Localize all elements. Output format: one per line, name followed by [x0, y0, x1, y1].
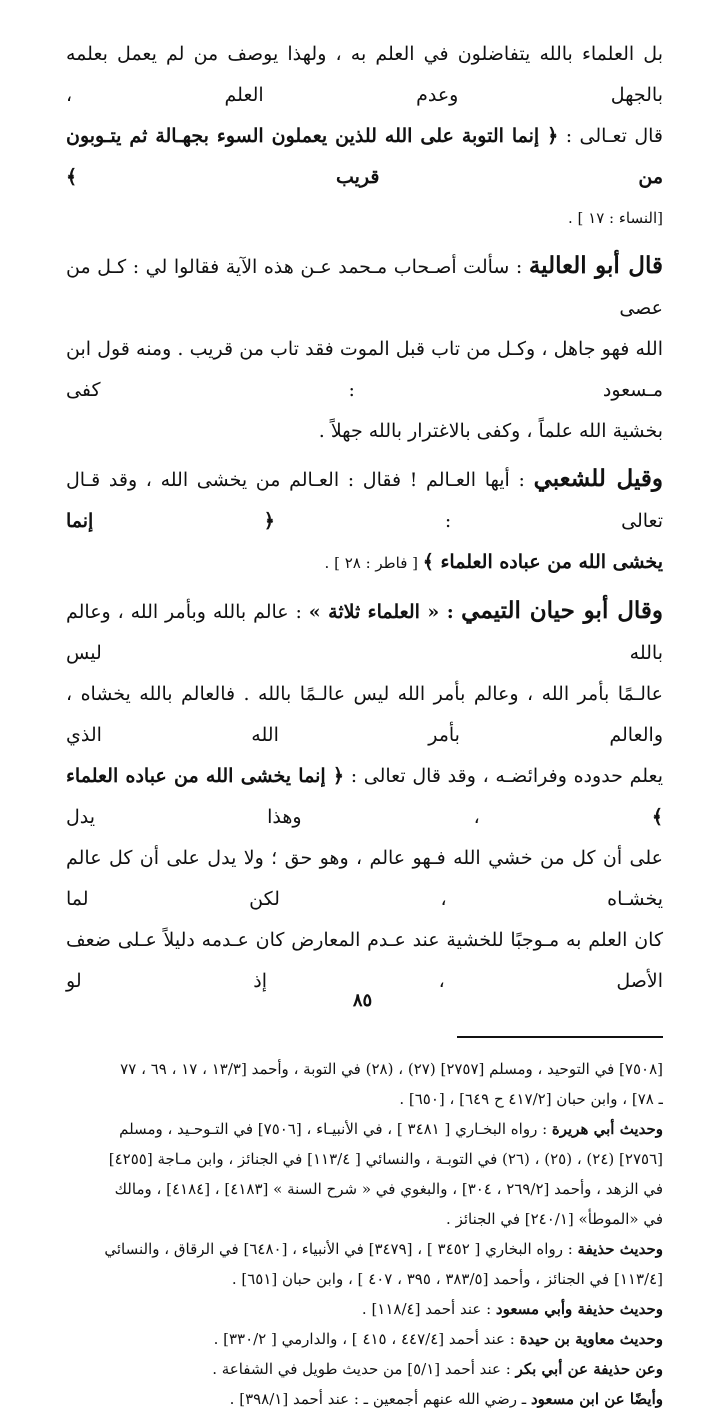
footnote-line — [66, 1114, 663, 1144]
quran-quote: ﴿ إنما التوبة على الله للذين يعملون السوء بجهـالة ثم يتـوبون من قريب ﴾ — [66, 125, 663, 188]
footnote-line: [٢٧٥٦] (٢٤) ، (٢٥) ، (٢٦) في التوبـة ، والنسائي [ ١١٣/٤] في الجنائز ، وابن مـاجة [٤٢٥٥] — [108, 1150, 663, 1168]
text-line: بل العلماء بالله يتفاضلون في العلم به ، ولهذا يوصف من لم يعمل بعلمه بالجهل وعدم العلم ، — [66, 43, 663, 106]
footnote-text: : عند أحمد [٥/١] من حديث طويل في الشفاعة . — [212, 1360, 516, 1378]
text-line — [66, 116, 663, 198]
footnote-line — [66, 1054, 663, 1084]
text-segment: : سألت أصـحاب مـحمد عـن هذه الآية فقالوا لي : كـل من عصى — [66, 256, 663, 319]
footnote-line: في الزهد ، وأحمد [٢٦٩/٢ ، ٣٠٤] ، والبغوي في « شرح السنة » [٤١٨٣] ، [٤١٨٤] ، ومالك — [114, 1180, 663, 1198]
footnote-line — [66, 1354, 663, 1384]
footnote-line: ـ ٧٨] ، وابن حبان [٤١٧/٢ ح ٦٤٩] ، [٦٥٠] . — [399, 1090, 663, 1108]
text-line — [66, 542, 663, 584]
text-line: عالـمًا بأمر الله ، وعالم بأمر الله ليس عالـمًا بالله . فالعالم بالله يخشاه ، والعالم بأمر الله الذي — [66, 683, 663, 746]
footnote-text: : عند أحمد [١١٨/٤] . — [361, 1300, 496, 1318]
hadith-source: وحديث حذيفة وأبي مسعود — [495, 1300, 663, 1318]
footnote-line — [66, 1324, 663, 1354]
text-segment: ، وهذا يدل — [66, 806, 652, 828]
text-line — [66, 245, 663, 329]
text-segment: يعلم حدوده وفرائضـه ، وقد قال تعالى : — [344, 765, 663, 787]
text-segment: : أيها العـالم ! فقال : العـالم من يخشى الله ، وقد قـال تعالى : — [66, 469, 663, 532]
hadith-source: وحديث أبي هريرة — [551, 1120, 663, 1138]
text-line: بخشية الله علماً ، وكفى بالاغترار بالله جهلاً . — [318, 420, 663, 442]
footnote-text: : رواه البخـاري [ ٣٤٨١ ] ، في الأنبيـاء ، [٧٥٠٦] في التـوحـيد ، ومسلم — [119, 1120, 552, 1138]
hadith-source: وحديث حذيفة — [577, 1240, 663, 1258]
text-segment: قال تعـالى : — [558, 125, 663, 147]
verse-reference: [النساء : ١٧ ] . — [568, 209, 663, 227]
text-line: على أن كل من خشي الله فـهو عالم ، وهو حق ؛ ولا يدل على أن كل عالم يخشـاه ، لكن لما — [66, 847, 663, 910]
footnote-text: [٧٥٠٨] في التوحيد ، ومسلم [٢٧٥٧] (٢٧) ، (٢٨) في التوبة ، وأحمد [١٣/٣ ، ١٧ ، ٦٩ ، ٧٧ — [120, 1060, 663, 1078]
text-line — [66, 458, 663, 542]
hadith-source: وعن حذيفة عن أبي بكر — [515, 1360, 663, 1378]
text-line — [66, 756, 663, 838]
quran-quote: ﴿ إنما — [66, 510, 275, 532]
section-heading: وقيل للشعبي — [533, 465, 663, 492]
footnote-line: في «الموطأ» [٢٤٠/١] في الجنائز . — [446, 1210, 663, 1228]
footnote-line: [١١٣/٤] في الجنائز ، وأحمد [٣٨٣/٥ ، ٣٩٥ ، ٤٠٧ ] ، وابن حبان [٦٥١] . — [231, 1270, 663, 1288]
footnote-line — [66, 1294, 663, 1324]
footnote-text: ـ رضي الله عنهم أجمعين ـ : عند أحمد [٣٩٨/١] . — [229, 1390, 531, 1408]
quran-quote: يخشى الله من عباده العلماء ﴾ — [422, 551, 663, 573]
footnote-text: : رواه البخاري [ ٣٤٥٢ ] ، [٣٤٧٩] في الأنبياء ، [٦٤٨٠] في الرقاق ، والنسائي — [104, 1240, 578, 1258]
text-line: كان العلم به مـوجبًا للخشية عند عـدم المعارض كان عـدمه دليلاً عـلى ضعف الأصل ، إذ لو — [66, 929, 663, 992]
text-line — [66, 590, 663, 674]
footnote-line — [66, 1384, 663, 1414]
quran-quote: ﴿ إنما يخشى الله من عباده العلماء ﴾ — [66, 765, 663, 828]
verse-reference: [ فاطر : ٢٨ ] . — [324, 554, 423, 572]
section-heading: قال أبو العالية — [528, 252, 664, 279]
footnote-text: : عند أحمد [٤٤٧/٤ ، ٤١٥ ] ، والدارمي [ ٣٣٠/٢] . — [213, 1330, 520, 1348]
page-number: ٨٥ — [352, 990, 373, 1011]
bold-phrase: : « العلماء ثلاثة » — [308, 601, 462, 623]
text-segment: : عالم بالله وبأمر الله ، وعالم بالله ليس — [66, 601, 663, 664]
footnotes — [66, 1054, 663, 1414]
main-text — [66, 34, 663, 1002]
hadith-source: وأيضًا عن ابن مسعود — [530, 1390, 663, 1408]
footnote-line — [66, 1234, 663, 1264]
text-line: الله فهو جاهل ، وكـل من تاب قبل الموت فقد تاب من قريب . ومنه قول ابن مـسعود : كفى — [66, 338, 663, 401]
section-heading: وقال أبو حيان التيمي — [461, 597, 664, 624]
hadith-source: وحديث معاوية بن حيدة — [519, 1330, 663, 1348]
